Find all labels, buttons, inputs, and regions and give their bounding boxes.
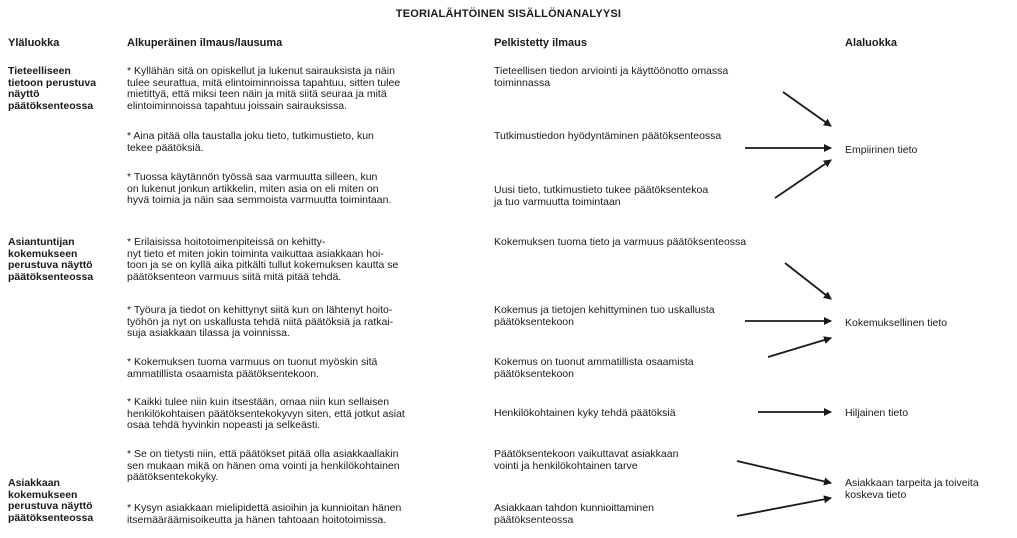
header-original-expression: Alkuperäinen ilmaus/lausuma [127, 37, 283, 49]
original-expression-5: * Työura ja tiedot on kehittynyt siitä kun on lähtenyt hoito- työhön ja nyt on uskallusta tehdä niitä päätöksiä ja ratkai- suja asiakkaan tilassa ja voinnissa. [127, 304, 394, 340]
lower-class-experiential: Kokemuksellinen tieto [845, 317, 948, 329]
header-lower-class: Alaluokka [845, 37, 897, 49]
upper-class-scientific: Tieteelliseen tietoon perustuva näyttö päätöksenteossa [8, 65, 97, 112]
original-expression-8: * Se on tietysti niin, että päätökset pitää olla asiakkaallakin sen mukaan mikä on hänen oma vointi ja henkilökohtainen päätöksentekokyky. [127, 448, 400, 484]
upper-class-client: Asiakkaan kokemukseen perustuva näyttö päätöksenteossa [8, 477, 94, 524]
reduced-expression-2: Tutkimustiedon hyödyntäminen päätöksenteossa [494, 130, 722, 142]
page-title: TEORIALÄHTÖINEN SISÄLLÖNANALYYSI [395, 8, 622, 20]
arrow-3 [775, 160, 831, 198]
lower-class-client-needs: Asiakkaan tarpeita ja toiveita koskeva tieto [845, 477, 979, 501]
original-expression-2: * Aina pitää olla taustalla joku tieto, tutkimustieto, kun tekee päätöksiä. [127, 130, 374, 154]
reduced-expression-1: Tieteellisen tiedon arviointi ja käyttöönotto omassa toiminnassa [494, 65, 729, 89]
original-expression-4: * Erilaisissa hoitotoimenpiteissä on kehitty- nyt tieto et miten jokin toiminta vaikuttaa asiakkaan hoi- toon ja se on kyllä aika pitkälti tullut kokemuksen kautta se päätöksenteon varmuus siitä mitä pitää tehdä. [127, 236, 399, 283]
reduced-expression-5: Kokemus ja tietojen kehittyminen tuo uskallusta päätöksentekoon [494, 304, 715, 328]
original-expression-3: * Tuossa käytännön työssä saa varmuutta silleen, kun on lukenut jonkun artikkelin, miten asia on eli miten on hyvä toimia ja näin saa semmoista varmuutta toimintaan. [127, 171, 392, 207]
lower-class-tacit: Hiljainen tieto [845, 407, 909, 419]
original-expression-6: * Kokemuksen tuoma varmuus on tuonut myöskin sitä ammatillista osaamista päätöksentekoon. [127, 356, 378, 380]
arrow-9 [737, 498, 831, 516]
reduced-expression-3: Uusi tieto, tutkimustieto tukee päätöksentekoa ja tuo varmuutta toimintaan [494, 184, 709, 208]
header-reduced-expression: Pelkistetty ilmaus [494, 37, 587, 49]
lower-class-empirical: Empiirinen tieto [845, 144, 918, 156]
arrow-1 [783, 92, 831, 126]
reduced-expression-7: Henkilökohtainen kyky tehdä päätöksiä [494, 407, 676, 419]
arrow-4 [785, 263, 831, 299]
original-expression-9: * Kysyn asiakkaan mielipidettä asioihin ja kunnioitan hänen itsemääräämisoikeutta ja hänen tahtoaan hoitotoimissa. [127, 502, 402, 526]
arrow-8 [737, 461, 831, 483]
reduced-expression-4: Kokemuksen tuoma tieto ja varmuus päätöksenteossa [494, 236, 747, 248]
reduced-expression-8: Päätöksentekoon vaikuttavat asiakkaan vointi ja henkilökohtainen tarve [494, 448, 679, 472]
reduced-expression-9: Asiakkaan tahdon kunnioittaminen päätöksenteossa [494, 502, 654, 526]
upper-class-expert: Asiantuntijan kokemukseen perustuva näyttö päätöksenteossa [8, 236, 94, 283]
original-expression-1: * Kyllähän sitä on opiskellut ja lukenut sairauksista ja näin tulee seurattua, mitä elintoiminnoissa tapahtuu, sitten tulee mietittyä, että miksi teen näin ja mitä siitä seuraa ja mitä elintoiminnoissa tapahtuu joissain sairauksissa. [127, 65, 401, 112]
header-upper-class: Yläluokka [8, 37, 60, 49]
reduced-expression-6: Kokemus on tuonut ammatillista osaamista päätöksentekoon [494, 356, 694, 380]
arrow-6 [768, 338, 831, 357]
original-expression-7: * Kaikki tulee niin kuin itsestään, omaa niin kun sellaisen henkilökohtaisen päätöksentekokyvyn siten, että jotkut asiat osaa tehdä hyvinkin nopeasti ja selkeästi. [127, 396, 405, 432]
